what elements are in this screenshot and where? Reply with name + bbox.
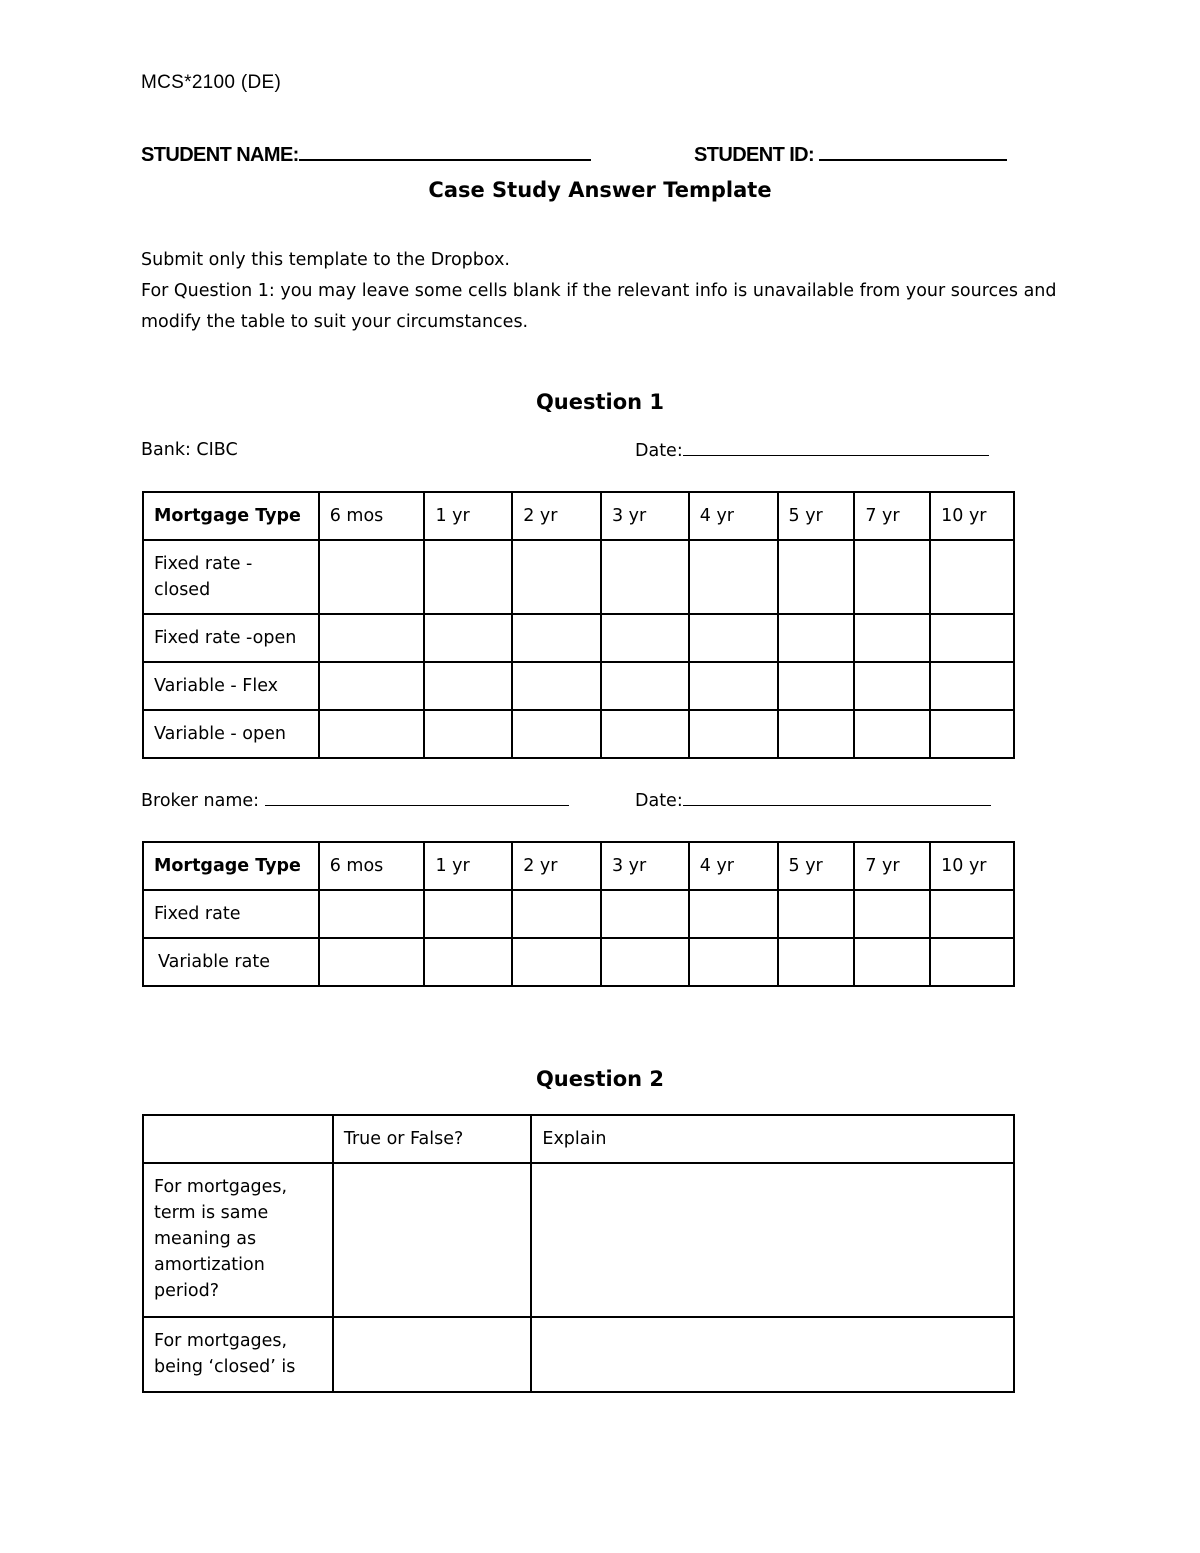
broker-date-blank[interactable] <box>683 790 991 806</box>
header-cell: 10 yr <box>930 842 1014 890</box>
table-row <box>143 1163 1014 1317</box>
student-name-blank[interactable] <box>299 143 591 161</box>
header-cell: 2 yr <box>512 842 601 890</box>
rate-cell[interactable] <box>601 614 689 662</box>
rate-cell[interactable] <box>424 540 512 614</box>
rate-cell[interactable] <box>601 938 689 986</box>
rate-cell[interactable] <box>778 662 855 710</box>
bank-rates-table <box>142 491 1015 759</box>
student-id-label: STUDENT ID: <box>694 144 815 166</box>
bank-date-field <box>635 440 989 461</box>
question-2-table <box>142 1114 1015 1393</box>
rate-cell[interactable] <box>424 890 512 938</box>
true-false-cell[interactable] <box>333 1163 532 1317</box>
rate-cell[interactable] <box>319 890 425 938</box>
rate-cell[interactable] <box>424 662 512 710</box>
rate-cell[interactable] <box>854 710 930 758</box>
rate-cell[interactable] <box>319 710 425 758</box>
header-cell: 5 yr <box>778 842 855 890</box>
table-header-row <box>143 842 1014 890</box>
header-cell: 1 yr <box>424 842 512 890</box>
header-cell: 3 yr <box>601 842 689 890</box>
rate-cell[interactable] <box>930 938 1014 986</box>
student-name-field <box>141 143 591 167</box>
broker-rates-table <box>142 841 1015 987</box>
rate-cell[interactable] <box>424 710 512 758</box>
rate-cell[interactable] <box>689 890 778 938</box>
rate-cell[interactable] <box>930 890 1014 938</box>
rate-cell[interactable] <box>854 662 930 710</box>
rate-cell[interactable] <box>778 938 855 986</box>
rate-cell[interactable] <box>854 614 930 662</box>
rate-cell[interactable] <box>601 662 689 710</box>
header-cell: 6 mos <box>319 842 425 890</box>
question-1-heading: Question 1 <box>535 390 665 414</box>
question-2-heading: Question 2 <box>535 1067 665 1091</box>
rate-cell[interactable] <box>319 540 425 614</box>
instructions <box>141 245 1081 338</box>
explain-cell[interactable] <box>531 1163 1014 1317</box>
student-id-field <box>694 143 1007 167</box>
rate-cell[interactable] <box>512 540 601 614</box>
rate-cell[interactable] <box>424 614 512 662</box>
rate-cell[interactable] <box>689 938 778 986</box>
rate-cell[interactable] <box>601 890 689 938</box>
table-row <box>143 938 1014 986</box>
row-label: Fixed rate - closed <box>143 540 319 614</box>
row-label: Variable - open <box>143 710 319 758</box>
table-row <box>143 540 1014 614</box>
header-cell: 1 yr <box>424 492 512 540</box>
header-cell: Mortgage Type <box>143 842 319 890</box>
rate-cell[interactable] <box>778 890 855 938</box>
rate-cell[interactable] <box>424 938 512 986</box>
rate-cell[interactable] <box>930 540 1014 614</box>
rate-cell[interactable] <box>778 710 855 758</box>
student-name-label: STUDENT NAME: <box>141 144 299 166</box>
course-code: MCS*2100 (DE) <box>141 72 282 93</box>
header-cell: True or False? <box>333 1115 532 1163</box>
header-cell: 3 yr <box>601 492 689 540</box>
rate-cell[interactable] <box>854 890 930 938</box>
broker-date-field <box>635 790 991 811</box>
rate-cell[interactable] <box>689 710 778 758</box>
rate-cell[interactable] <box>778 614 855 662</box>
rate-cell[interactable] <box>319 938 425 986</box>
rate-cell[interactable] <box>930 710 1014 758</box>
header-cell: 2 yr <box>512 492 601 540</box>
table-header-row <box>143 1115 1014 1163</box>
header-cell: 7 yr <box>854 492 930 540</box>
row-label: Variable - Flex <box>143 662 319 710</box>
broker-name-label: Broker name: <box>141 791 260 811</box>
statement-cell: For mortgages, being ‘closed’ is <box>143 1317 333 1392</box>
rate-cell[interactable] <box>319 662 425 710</box>
rate-cell[interactable] <box>854 938 930 986</box>
true-false-cell[interactable] <box>333 1317 532 1392</box>
bank-date-blank[interactable] <box>683 440 989 456</box>
broker-date-label: Date: <box>635 791 683 811</box>
table-row <box>143 1317 1014 1392</box>
bank-date-label: Date: <box>635 441 683 461</box>
instruction-line-1: Submit only this template to the Dropbox. <box>141 250 510 270</box>
rate-cell[interactable] <box>601 540 689 614</box>
rate-cell[interactable] <box>778 540 855 614</box>
student-id-blank[interactable] <box>819 143 1007 161</box>
header-cell: 4 yr <box>689 492 778 540</box>
rate-cell[interactable] <box>930 614 1014 662</box>
rate-cell[interactable] <box>689 614 778 662</box>
rate-cell[interactable] <box>512 890 601 938</box>
table-header-row <box>143 492 1014 540</box>
table-row <box>143 662 1014 710</box>
header-cell: Mortgage Type <box>143 492 319 540</box>
explain-cell[interactable] <box>531 1317 1014 1392</box>
bank-label: Bank: CIBC <box>141 440 238 460</box>
rate-cell[interactable] <box>319 614 425 662</box>
row-label: Fixed rate <box>143 890 319 938</box>
broker-name-blank[interactable] <box>265 790 569 806</box>
rate-cell[interactable] <box>512 662 601 710</box>
row-label: Fixed rate -open <box>143 614 319 662</box>
rate-cell[interactable] <box>689 540 778 614</box>
header-cell <box>143 1115 333 1163</box>
statement-cell: For mortgages, term is same meaning as amortization period? <box>143 1163 333 1317</box>
table-row <box>143 710 1014 758</box>
header-cell: 4 yr <box>689 842 778 890</box>
broker-name-field <box>141 790 569 811</box>
rate-cell[interactable] <box>930 662 1014 710</box>
header-cell: 7 yr <box>854 842 930 890</box>
row-label: Variable rate <box>143 938 319 986</box>
rate-cell[interactable] <box>689 662 778 710</box>
table-row <box>143 614 1014 662</box>
header-cell: 5 yr <box>778 492 855 540</box>
instruction-line-2: For Question 1: you may leave some cells blank if the relevant info is unavailable from your sources and modify the table to suit your circumstances. <box>141 281 1057 332</box>
rate-cell[interactable] <box>512 614 601 662</box>
rate-cell[interactable] <box>854 540 930 614</box>
rate-cell[interactable] <box>601 710 689 758</box>
header-cell: 10 yr <box>930 492 1014 540</box>
header-cell: 6 mos <box>319 492 425 540</box>
rate-cell[interactable] <box>512 938 601 986</box>
rate-cell[interactable] <box>512 710 601 758</box>
table-row <box>143 890 1014 938</box>
document-title: Case Study Answer Template <box>428 178 772 202</box>
header-cell: Explain <box>531 1115 1014 1163</box>
student-info-row <box>141 143 1021 171</box>
